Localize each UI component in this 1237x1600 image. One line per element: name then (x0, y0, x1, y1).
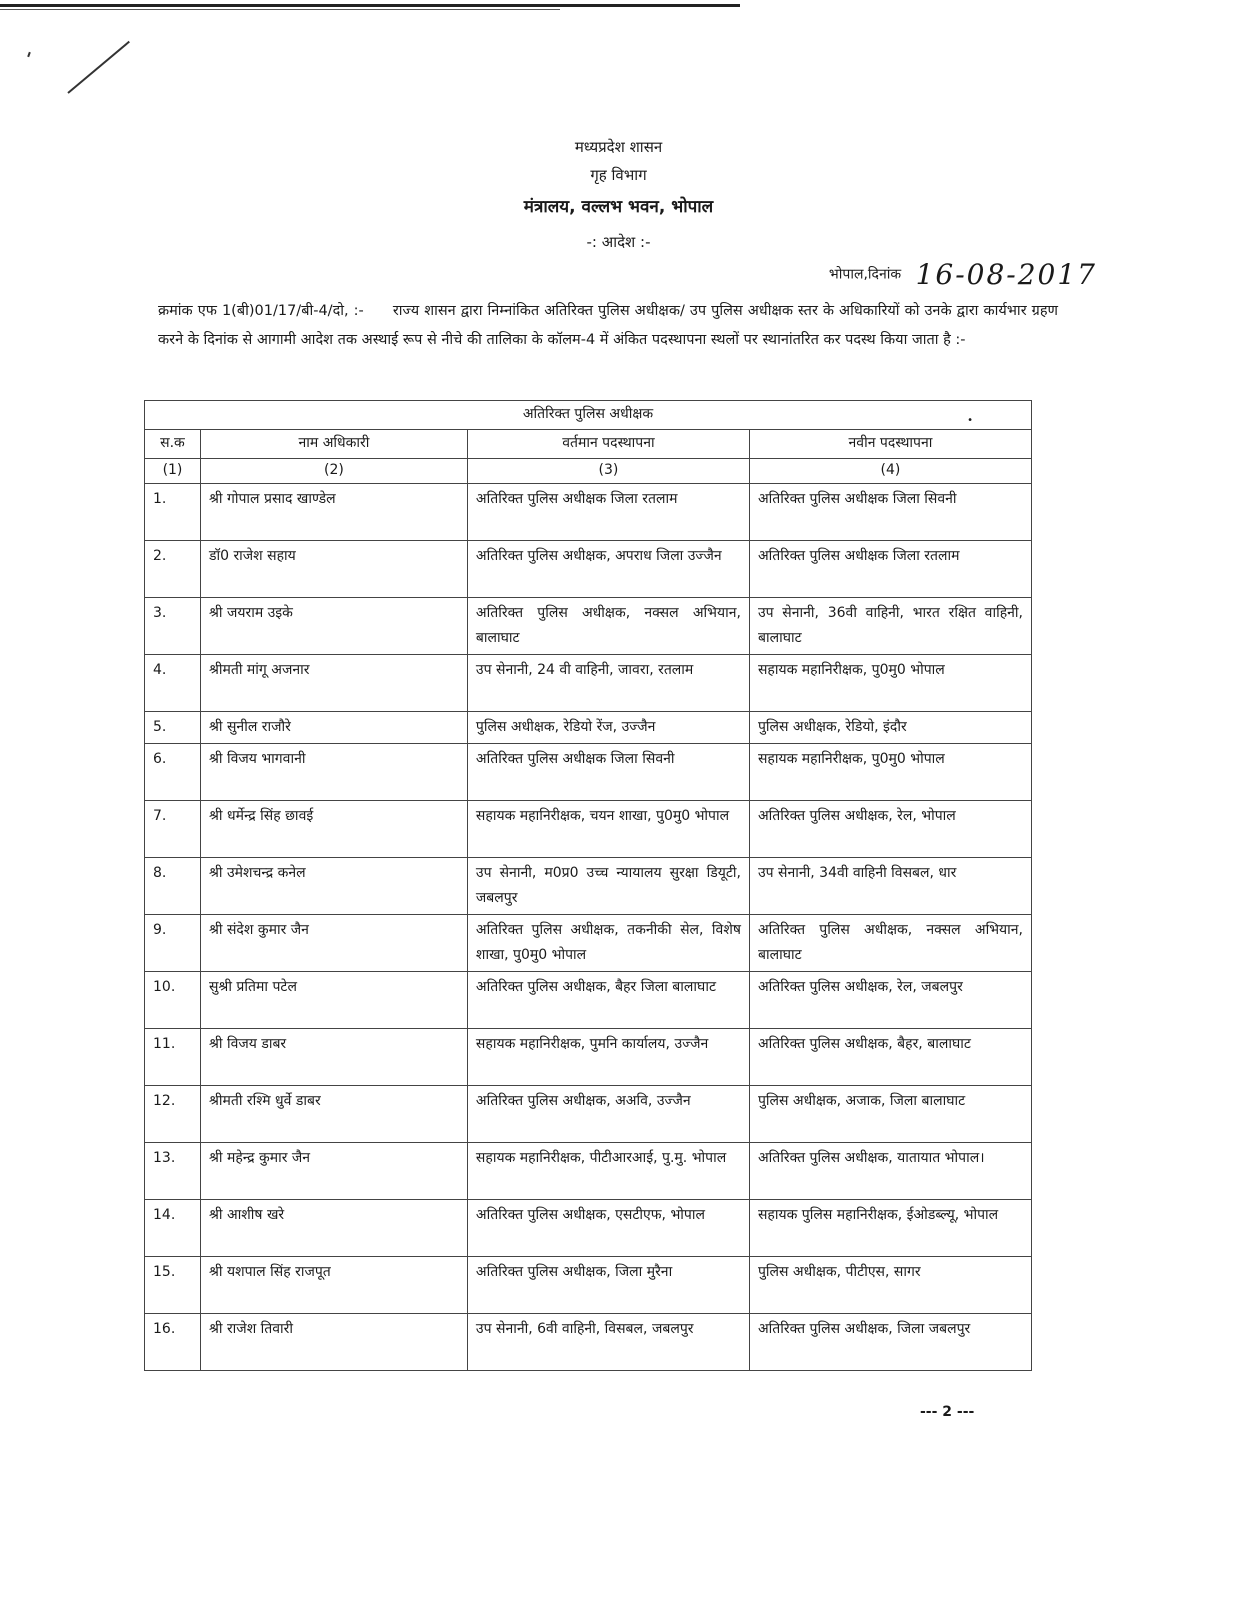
cell-current-posting: अतिरिक्त पुलिस अधीक्षक, नक्सल अभियान, बालाघाट (467, 598, 749, 655)
cell-current-posting: अतिरिक्त पुलिस अधीक्षक जिला रतलाम (467, 484, 749, 541)
cell-current-posting: सहायक महानिरीक्षक, पीटीआरआई, पु.मु. भोपाल (467, 1143, 749, 1200)
order-heading: -: आदेश :- (586, 233, 651, 251)
cell-new-posting: अतिरिक्त पुलिस अधीक्षक, रेल, भोपाल (749, 801, 1031, 858)
table-caption (145, 401, 1032, 430)
govt-title: मध्यप्रदेश शासन (574, 138, 663, 156)
cell-officer-name: श्री जयराम उइके (200, 598, 467, 655)
cell-new-posting: अतिरिक्त पुलिस अधीक्षक, नक्सल अभियान, बालाघाट (749, 915, 1031, 972)
table-row (145, 1086, 1032, 1143)
cell-new-posting: उप सेनानी, 34वी वाहिनी विसबल, धार (749, 858, 1031, 915)
cell-officer-name: श्रीमती रश्मि धुर्वे डाबर (200, 1086, 467, 1143)
table-row (145, 1314, 1032, 1371)
col-number-1: (1) (145, 459, 201, 484)
handwritten-slash-mark (67, 41, 130, 94)
table-row (145, 655, 1032, 712)
table-row (145, 801, 1032, 858)
cell-officer-name: श्री आशीष खरे (200, 1200, 467, 1257)
cell-current-posting: अतिरिक्त पुलिस अधीक्षक, अअवि, उज्जैन (467, 1086, 749, 1143)
cell-current-posting: सहायक महानिरीक्षक, पुमनि कार्यालय, उज्जैन (467, 1029, 749, 1086)
cell-current-posting: अतिरिक्त पुलिस अधीक्षक, अपराध जिला उज्जैन (467, 541, 749, 598)
table-row (145, 972, 1032, 1029)
header-serial: स.क (145, 430, 201, 459)
header-officer-name: नाम अधिकारी (200, 430, 467, 459)
cell-officer-name: श्री उमेशचन्द्र कनेल (200, 858, 467, 915)
margin-mark (27, 52, 31, 57)
cell-new-posting: उप सेनानी, 36वी वाहिनी, भारत रक्षित वाहिनी, बालाघाट (749, 598, 1031, 655)
cell-officer-name: श्री राजेश तिवारी (200, 1314, 467, 1371)
table-row (145, 744, 1032, 801)
table-row (145, 484, 1032, 541)
cell-current-posting: उप सेनानी, म0प्र0 उच्च न्यायालय सुरक्षा डियूटी, जबलपुर (467, 858, 749, 915)
cell-new-posting: पुलिस अधीक्षक, रेडियो, इंदौर (749, 712, 1031, 744)
cell-officer-name: श्री यशपाल सिंह राजपूत (200, 1257, 467, 1314)
cell-new-posting: पुलिस अधीक्षक, अजाक, जिला बालाघाट (749, 1086, 1031, 1143)
cell-officer-name: श्री सुनील राजौरे (200, 712, 467, 744)
date-line (829, 258, 1097, 291)
cell-serial: 12. (145, 1086, 201, 1143)
cell-serial: 7. (145, 801, 201, 858)
col-number-3: (3) (467, 459, 749, 484)
header-current-posting: वर्तमान पदस्थापना (467, 430, 749, 459)
cell-new-posting: अतिरिक्त पुलिस अधीक्षक, बैहर, बालाघाट (749, 1029, 1031, 1086)
cell-serial: 5. (145, 712, 201, 744)
top-border-line-thin (0, 9, 560, 10)
table-row (145, 598, 1032, 655)
cell-new-posting: अतिरिक्त पुलिस अधीक्षक, यातायात भोपाल। (749, 1143, 1031, 1200)
table-row (145, 1029, 1032, 1086)
cell-serial: 10. (145, 972, 201, 1029)
order-reference: क्रमांक एफ 1(बी)01/17/बी-4/दो, :- (158, 303, 364, 319)
cell-new-posting: अतिरिक्त पुलिस अधीक्षक, जिला जबलपुर (749, 1314, 1031, 1371)
cell-officer-name: श्री महेन्द्र कुमार जैन (200, 1143, 467, 1200)
handwritten-date: 16-08-2017 (915, 258, 1097, 291)
cell-new-posting: सहायक महानिरीक्षक, पु0मु0 भोपाल (749, 744, 1031, 801)
header-new-posting: नवीन पदस्थापना (749, 430, 1031, 459)
cell-serial: 3. (145, 598, 201, 655)
department-title: गृह विभाग (590, 166, 647, 184)
table-row (145, 1143, 1032, 1200)
table-row (145, 1257, 1032, 1314)
cell-officer-name: डॉ0 राजेश सहाय (200, 541, 467, 598)
cell-new-posting: सहायक पुलिस महानिरीक्षक, ईओडब्ल्यू, भोपाल (749, 1200, 1031, 1257)
stray-dot: • (967, 415, 973, 426)
cell-current-posting: अतिरिक्त पुलिस अधीक्षक, बैहर जिला बालाघाट (467, 972, 749, 1029)
cell-serial: 2. (145, 541, 201, 598)
cell-officer-name: श्री विजय डाबर (200, 1029, 467, 1086)
cell-serial: 9. (145, 915, 201, 972)
cell-current-posting: अतिरिक्त पुलिस अधीक्षक, एसटीएफ, भोपाल (467, 1200, 749, 1257)
cell-officer-name: श्रीमती मांगू अजनार (200, 655, 467, 712)
page-number: --- 2 --- (920, 1404, 975, 1420)
cell-new-posting: अतिरिक्त पुलिस अधीक्षक जिला सिवनी (749, 484, 1031, 541)
cell-current-posting: सहायक महानिरीक्षक, चयन शाखा, पु0मु0 भोपाल (467, 801, 749, 858)
table-row (145, 858, 1032, 915)
cell-new-posting: अतिरिक्त पुलिस अधीक्षक जिला रतलाम (749, 541, 1031, 598)
cell-serial: 13. (145, 1143, 201, 1200)
cell-serial: 11. (145, 1029, 201, 1086)
cell-current-posting: उप सेनानी, 6वी वाहिनी, विसबल, जबलपुर (467, 1314, 749, 1371)
cell-serial: 8. (145, 858, 201, 915)
transfer-table (144, 400, 1032, 1371)
cell-officer-name: श्री गोपाल प्रसाद खाण्डेल (200, 484, 467, 541)
cell-officer-name: श्री विजय भागवानी (200, 744, 467, 801)
cell-serial: 16. (145, 1314, 201, 1371)
date-label: भोपाल,दिनांक (828, 266, 902, 283)
cell-serial: 6. (145, 744, 201, 801)
cell-new-posting: अतिरिक्त पुलिस अधीक्षक, रेल, जबलपुर (749, 972, 1031, 1029)
order-paragraph (158, 297, 1058, 355)
ministry-address: मंत्रालय, वल्लभ भवन, भोपाल (523, 197, 714, 217)
col-number-4: (4) (749, 459, 1031, 484)
cell-current-posting: पुलिस अधीक्षक, रेडियो रेंज, उज्जैन (467, 712, 749, 744)
cell-new-posting: सहायक महानिरीक्षक, पु0मु0 भोपाल (749, 655, 1031, 712)
cell-new-posting: पुलिस अधीक्षक, पीटीएस, सागर (749, 1257, 1031, 1314)
table-row (145, 1200, 1032, 1257)
table-row (145, 541, 1032, 598)
order-text: राज्य शासन द्वारा निम्नांकित अतिरिक्त पुलिस अधीक्षक/ उप पुलिस अधीक्षक स्तर के अधिकारियों को उनके द्वारा कार्यभार ग्रहण करने के दिनांक से आगामी आदेश तक अस्थाई रूप से नीचे की तालिका के कॉलम-4 में अंकित पदस्थापना स्थलों पर स्थानांतरित कर पदस्थ किया जाता है :- (158, 303, 1059, 348)
table-row (145, 712, 1032, 744)
cell-officer-name: श्री संदेश कुमार जैन (200, 915, 467, 972)
cell-officer-name: श्री धर्मेन्द्र सिंह छावई (200, 801, 467, 858)
cell-serial: 15. (145, 1257, 201, 1314)
cell-serial: 14. (145, 1200, 201, 1257)
cell-serial: 1. (145, 484, 201, 541)
cell-officer-name: सुश्री प्रतिमा पटेल (200, 972, 467, 1029)
cell-serial: 4. (145, 655, 201, 712)
top-border-line (0, 4, 740, 7)
table-row (145, 915, 1032, 972)
table-caption-text: अतिरिक्त पुलिस अधीक्षक (522, 406, 654, 422)
cell-current-posting: उप सेनानी, 24 वी वाहिनी, जावरा, रतलाम (467, 655, 749, 712)
cell-current-posting: अतिरिक्त पुलिस अधीक्षक, जिला मुरैना (467, 1257, 749, 1314)
col-number-2: (2) (200, 459, 467, 484)
cell-current-posting: अतिरिक्त पुलिस अधीक्षक जिला सिवनी (467, 744, 749, 801)
cell-current-posting: अतिरिक्त पुलिस अधीक्षक, तकनीकी सेल, विशेष शाखा, पु0मु0 भोपाल (467, 915, 749, 972)
